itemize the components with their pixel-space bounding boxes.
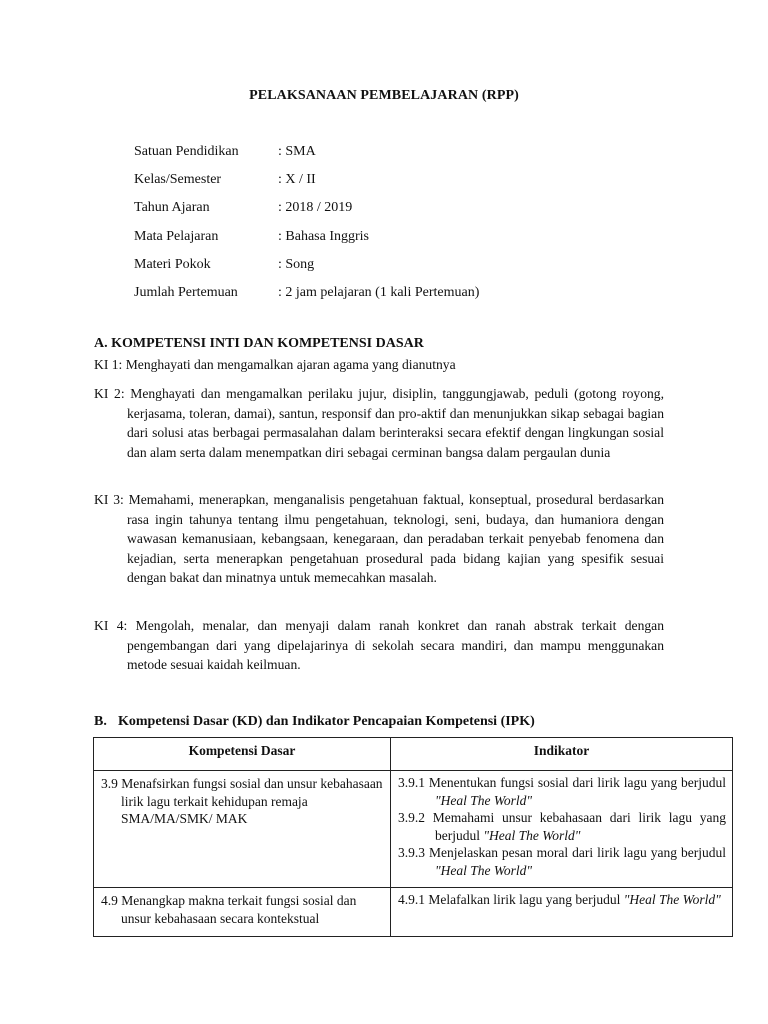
identity-value: : X / II	[278, 172, 316, 188]
table-row	[94, 771, 733, 888]
section-a-heading: A. KOMPETENSI INTI DAN KOMPETENSI DASAR	[94, 336, 424, 351]
identity-value: : 2 jam pelajaran (1 kali Pertemuan)	[278, 284, 480, 300]
kd-cell	[94, 888, 391, 937]
table-header-row	[94, 738, 733, 771]
identity-value: : 2018 / 2019	[278, 200, 353, 216]
section-b-letter: B.	[94, 714, 107, 729]
song-title: "Heal The World"	[623, 892, 721, 907]
document-title: PELAKSANAAN PEMBELAJARAN (RPP)	[249, 88, 519, 103]
indicator-text: 4.9.1 Melafalkan lirik lagu yang berjudul	[398, 892, 624, 907]
identity-label: Satuan Pendidikan	[134, 144, 239, 159]
song-title: "Heal The World"	[483, 827, 581, 843]
ki-2-paragraph: KI 2: Menghayati dan mengamalkan perilaku jujur, disiplin, tanggungjawab, peduli (gotong royong, kerjasama, toleran, damai), santun, responsif dan pro-aktif dan menunjukkan sikap sebagai bagian dari solusi atas berbagai permasalahan dalam berinteraksi secara efektif dengan lingkungan sosial dan alam serta dalam menempatkan diri sebagai cerminan bangsa dalam pergaulan dunia	[94, 386, 664, 460]
indikator-cell	[391, 771, 733, 888]
kd-text: 3.9 Menafsirkan fungsi sosial dan unsur kebahasaan lirik lagu terkait kehidupan remaja SMA/MA/SMK/ MAK	[101, 776, 383, 826]
kd-cell	[94, 771, 391, 888]
kd-text: 4.9 Menangkap makna terkait fungsi sosial dan unsur kebahasaan secara kontekstual	[101, 893, 357, 926]
identity-label: Mata Pelajaran	[134, 228, 219, 244]
song-title: "Heal The World"	[435, 792, 533, 808]
identity-value: : SMA	[278, 144, 316, 159]
indicator-item	[397, 809, 726, 844]
indicator-item	[397, 774, 726, 809]
indicator-text: 3.9.2 Memahami unsur kebahasaan dari lirik lagu yang berjudul	[398, 810, 726, 843]
table-row	[94, 888, 733, 937]
kd-indikator-table	[93, 737, 733, 937]
indicator-item	[397, 891, 726, 909]
header-indikator: Indikator	[391, 738, 733, 771]
identity-value: : Bahasa Inggris	[278, 228, 369, 244]
indikator-cell	[391, 888, 733, 937]
song-title: "Heal The World"	[435, 862, 533, 878]
identity-value: : Song	[278, 256, 315, 272]
ki-3-paragraph: KI 3: Memahami, menerapkan, menganalisis pengetahuan faktual, konseptual, prosedural berdasarkan rasa ingin tahunya tentang ilmu pengetahuan, teknologi, seni, budaya, dan humaniora dengan wawasan kemanusiaan, kebangsaan, kenegaraan, dan peradaban terkait penyebab fenomena dan kejadian, serta menerapkan pengetahuan prosedural pada bidang kajian yang spesifik sesuai dengan bakat dan minatnya untuk memecahkan masalah.	[94, 492, 664, 585]
ki-1-paragraph: KI 1: Menghayati dan mengamalkan ajaran agama yang dianutnya	[94, 357, 456, 372]
section-b-title: Kompetensi Dasar (KD) dan Indikator Pencapaian Kompetensi (IPK)	[118, 714, 535, 729]
identity-label: Jumlah Pertemuan	[134, 284, 238, 300]
section-b-heading	[94, 714, 535, 730]
indicator-text: 3.9.3 Menjelaskan pesan moral dari lirik lagu yang berjudul	[398, 845, 726, 860]
identity-label: Materi Pokok	[134, 256, 211, 272]
indicator-item	[397, 844, 726, 879]
indicator-text: 3.9.1 Menentukan fungsi sosial dari lirik lagu yang berjudul	[398, 775, 726, 790]
identity-label: Kelas/Semester	[134, 172, 222, 188]
identity-label: Tahun Ajaran	[134, 200, 210, 216]
ki-4-paragraph: KI 4: Mengolah, menalar, dan menyaji dalam ranah konkret dan ranah abstrak terkait dengan pengembangan dari yang dipelajarinya di sekolah secara mandiri, dan mampu menggunakan metode sesuai kaidah keilmuan.	[94, 618, 664, 672]
header-kompetensi-dasar: Kompetensi Dasar	[94, 738, 391, 771]
